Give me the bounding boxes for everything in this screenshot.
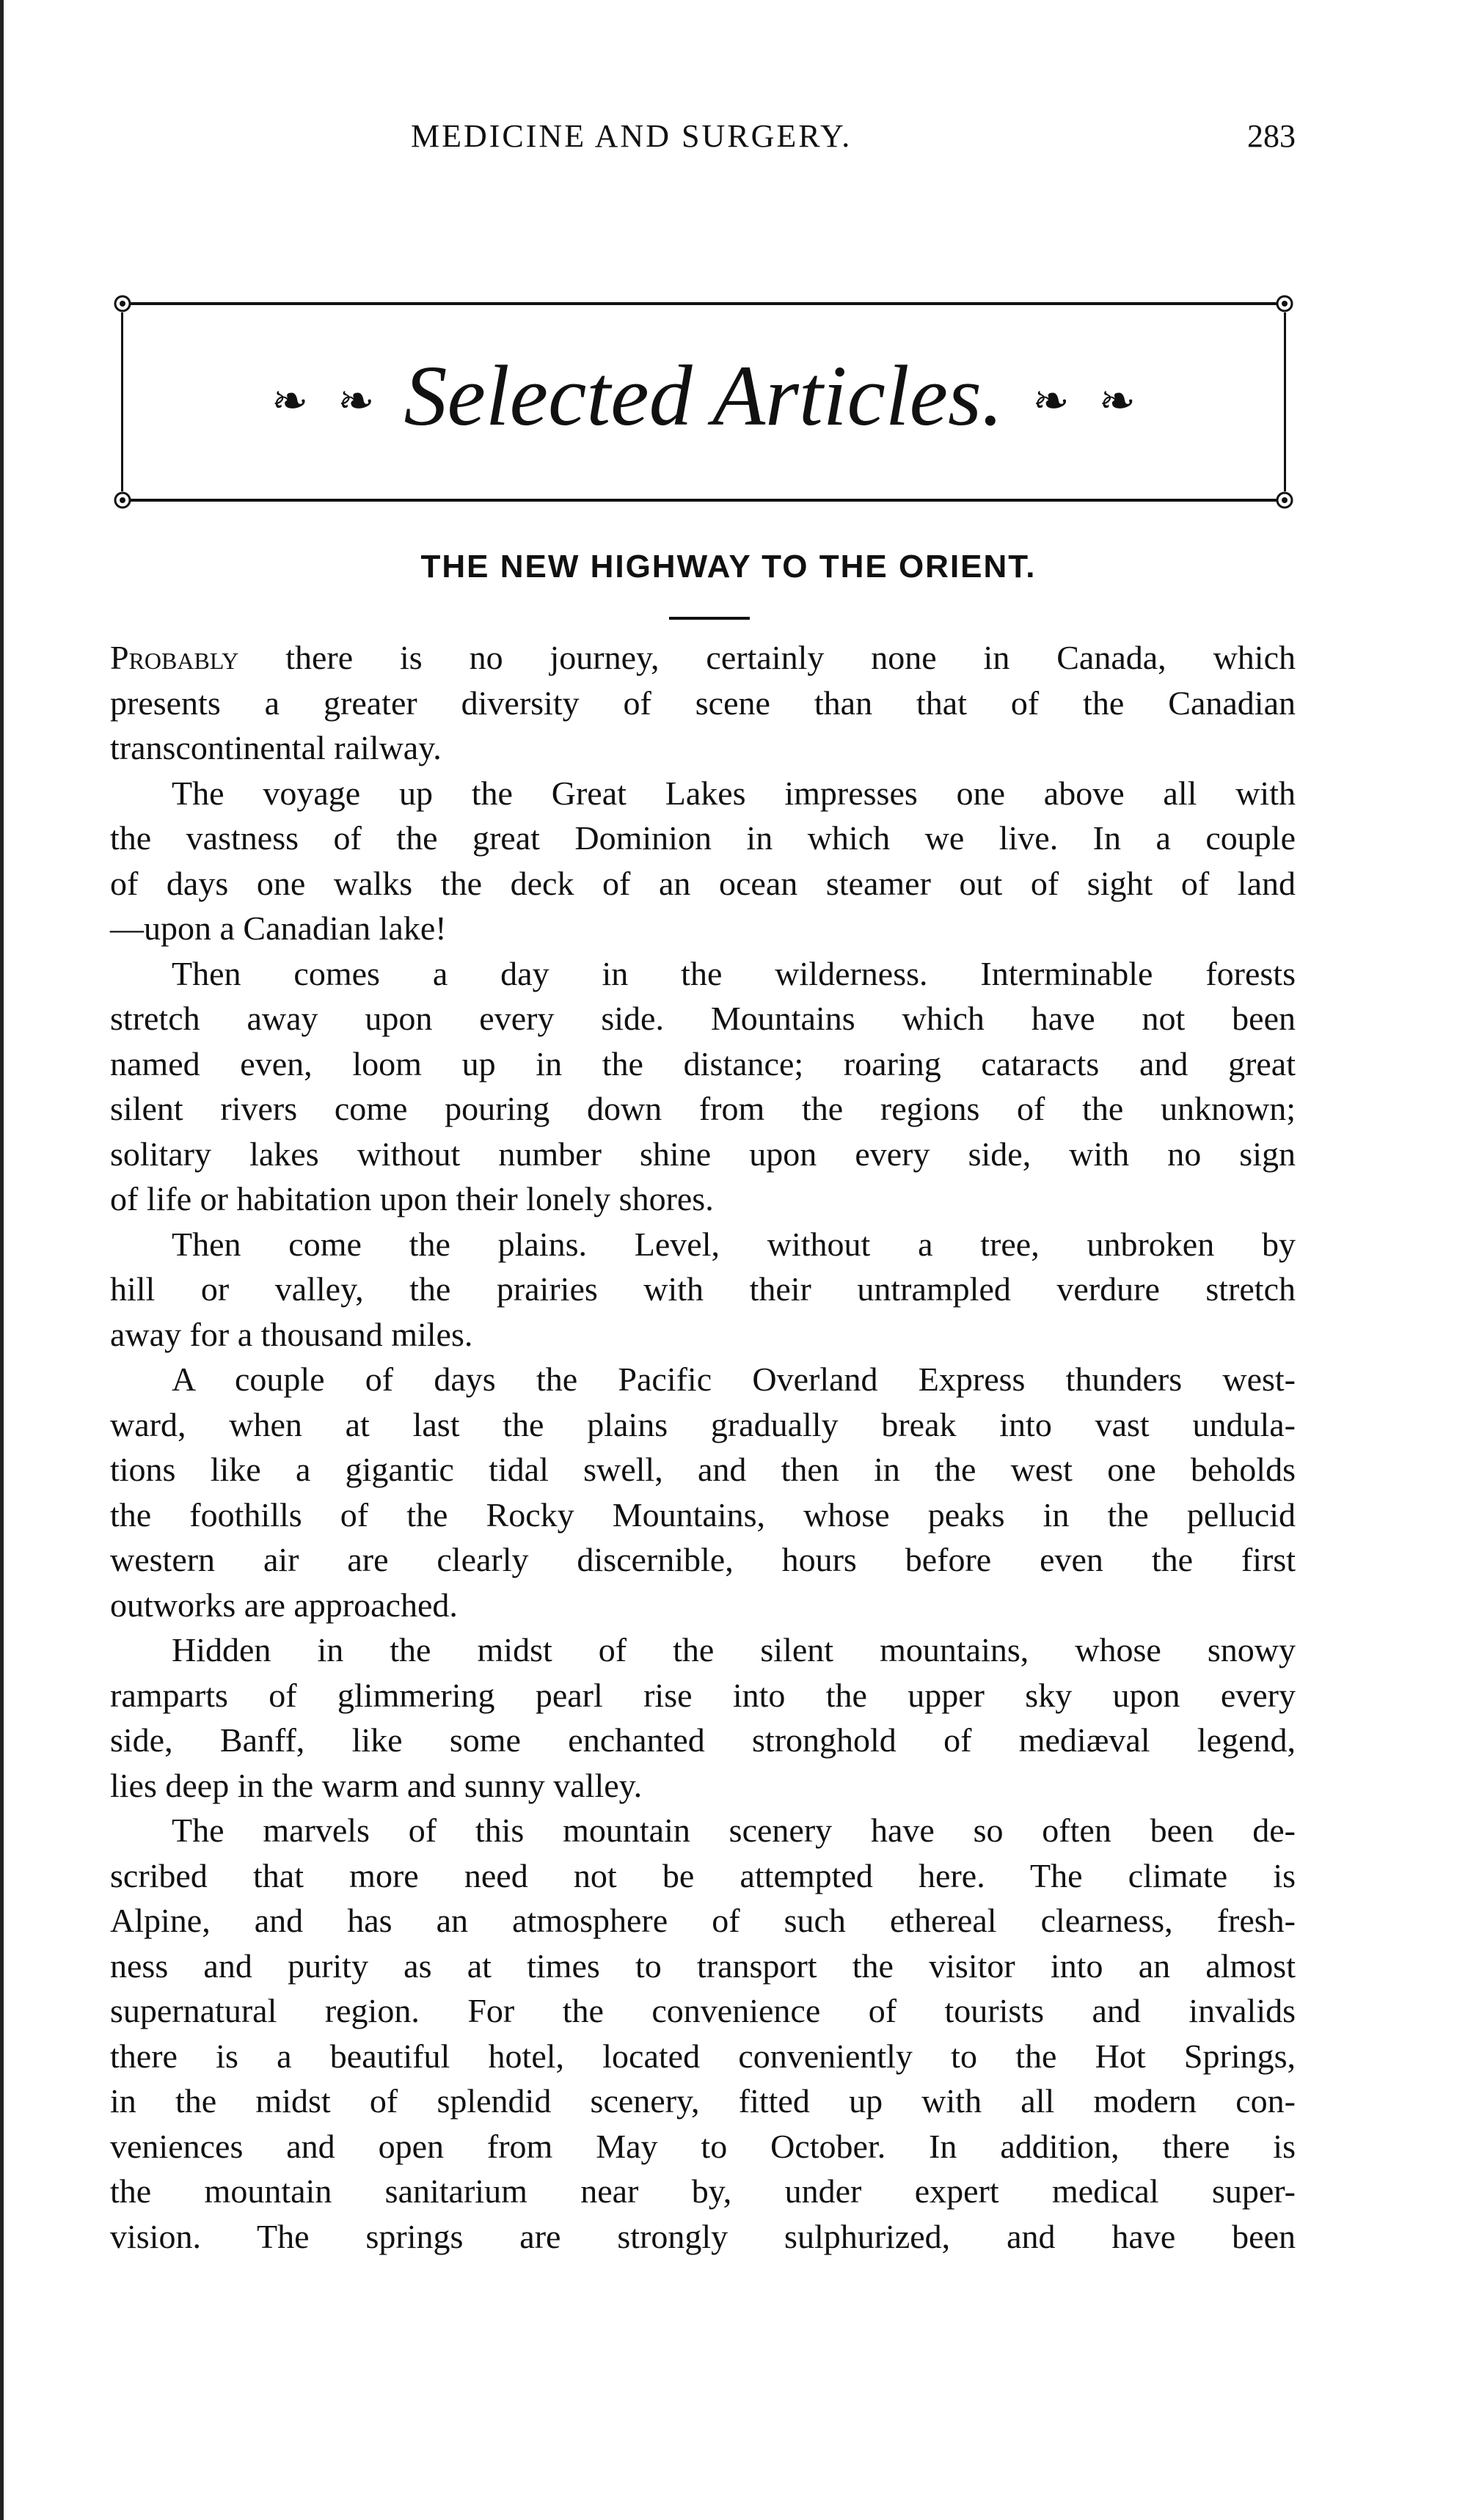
text-line: Hidden in the midst of the silent mountains, whose snowy	[172, 1631, 1296, 1669]
text-line: presents a greater diversity of scene than that of the Canadian	[110, 684, 1296, 722]
text-line: of days one walks the deck of an ocean steamer out of sight of land	[110, 864, 1296, 902]
text-line: tions like a gigantic tidal swell, and then in the west one beholds	[110, 1451, 1296, 1488]
text-line: in the midst of splendid scenery, fitted up with all modern con-	[110, 2082, 1296, 2120]
fleuron-icon: ❧	[271, 376, 309, 427]
corner-circle-icon	[113, 491, 132, 510]
text-line: scribed that more need not be attempted here. The climate is	[110, 1856, 1296, 1894]
paragraph	[110, 951, 1296, 1222]
text-line: supernatural region. For the convenience of tourists and invalids	[110, 1992, 1296, 2029]
text-line: vision. The springs are strongly sulphurized, and have been	[110, 2217, 1296, 2255]
text-line: solitary lakes without number shine upon every side, with no sign	[110, 1135, 1296, 1173]
text-line: the vastness of the great Dominion in which we live. In a couple	[110, 819, 1296, 857]
paragraph	[110, 1222, 1296, 1358]
text-line: Then come the plains. Level, without a tree, unbroken by	[172, 1225, 1296, 1263]
text-line: outworks are approached.	[110, 1586, 458, 1624]
running-head-title: MEDICINE AND SURGERY.	[411, 118, 852, 154]
fleuron-icon: ❧	[1032, 376, 1070, 427]
article-title: THE NEW HIGHWAY TO THE ORIENT.	[420, 549, 1037, 585]
text-line: ramparts of glimmering pearl rise into the upper sky upon every	[110, 1676, 1296, 1714]
paragraph	[110, 1627, 1296, 1808]
text-line: —upon a Canadian lake!	[110, 909, 447, 947]
scan-edge	[0, 0, 4, 2520]
text-line: transcontinental railway.	[110, 729, 442, 766]
banner-bottom-rule	[120, 499, 1287, 502]
text-line: A couple of days the Pacific Overland Express thunders west-	[172, 1360, 1296, 1398]
text-line: hill or valley, the prairies with their untrampled verdure stretch	[110, 1270, 1296, 1308]
text-line: Alpine, and has an atmosphere of such ethereal clearness, fresh-	[110, 1902, 1296, 1939]
text-line: of life or habitation upon their lonely shores.	[110, 1180, 714, 1217]
corner-circle-icon	[113, 294, 132, 313]
text-line: Then comes a day in the wilderness. Interminable forests	[172, 954, 1296, 992]
text-line: the mountain sanitarium near by, under expert medical super-	[110, 2172, 1296, 2210]
paragraph	[110, 1808, 1296, 2259]
banner-heading	[113, 346, 1294, 446]
title-rule	[669, 617, 750, 620]
article-body	[110, 635, 1296, 2259]
paragraph	[110, 1357, 1296, 1627]
fleuron-icon: ❧	[337, 376, 375, 427]
text-line: stretch away upon every side. Mountains which have not been	[110, 1000, 1296, 1037]
selected-articles-banner	[113, 302, 1294, 502]
text-line: side, Banff, like some enchanted stronghold of mediæval legend,	[110, 1721, 1296, 1759]
text-line: lies deep in the warm and sunny valley.	[110, 1766, 643, 1804]
corner-circle-icon	[1275, 491, 1294, 510]
text-line: veniences and open from May to October. In addition, there is	[110, 2127, 1296, 2165]
text-line: The voyage up the Great Lakes impresses one above all with	[172, 774, 1296, 812]
section-title: Selected Articles.	[403, 348, 1004, 444]
fleuron-icon: ❧	[1098, 376, 1136, 427]
text-line: named even, loom up in the distance; roaring cataracts and great	[110, 1044, 1296, 1083]
text-line: there is a beautiful hotel, located conveniently to the Hot Springs,	[110, 2037, 1296, 2075]
text-line: away for a thousand miles.	[110, 1315, 473, 1353]
text-line: silent rivers come pouring down from the regions of the unknown;	[110, 1090, 1296, 1127]
text-line: ward, when at last the plains gradually break into vast undula-	[110, 1405, 1296, 1443]
text-line: The marvels of this mountain scenery have so often been de-	[172, 1812, 1296, 1849]
lead-word: Probably	[110, 639, 239, 676]
page-number: 283	[1247, 118, 1296, 154]
paragraph	[110, 771, 1296, 951]
text-line: western air are clearly discernible, hours before even the first	[110, 1541, 1296, 1578]
running-head	[0, 117, 1457, 161]
text-line: ness and purity as at times to transport the visitor into an almost	[110, 1946, 1296, 1985]
paragraph	[110, 635, 1296, 771]
corner-circle-icon	[1275, 294, 1294, 313]
banner-top-rule	[120, 302, 1287, 305]
text-line: Probably there is no journey, certainly none in Canada, which	[110, 639, 1296, 676]
text-line: the foothills of the Rocky Mountains, whose peaks in the pellucid	[110, 1495, 1296, 1534]
